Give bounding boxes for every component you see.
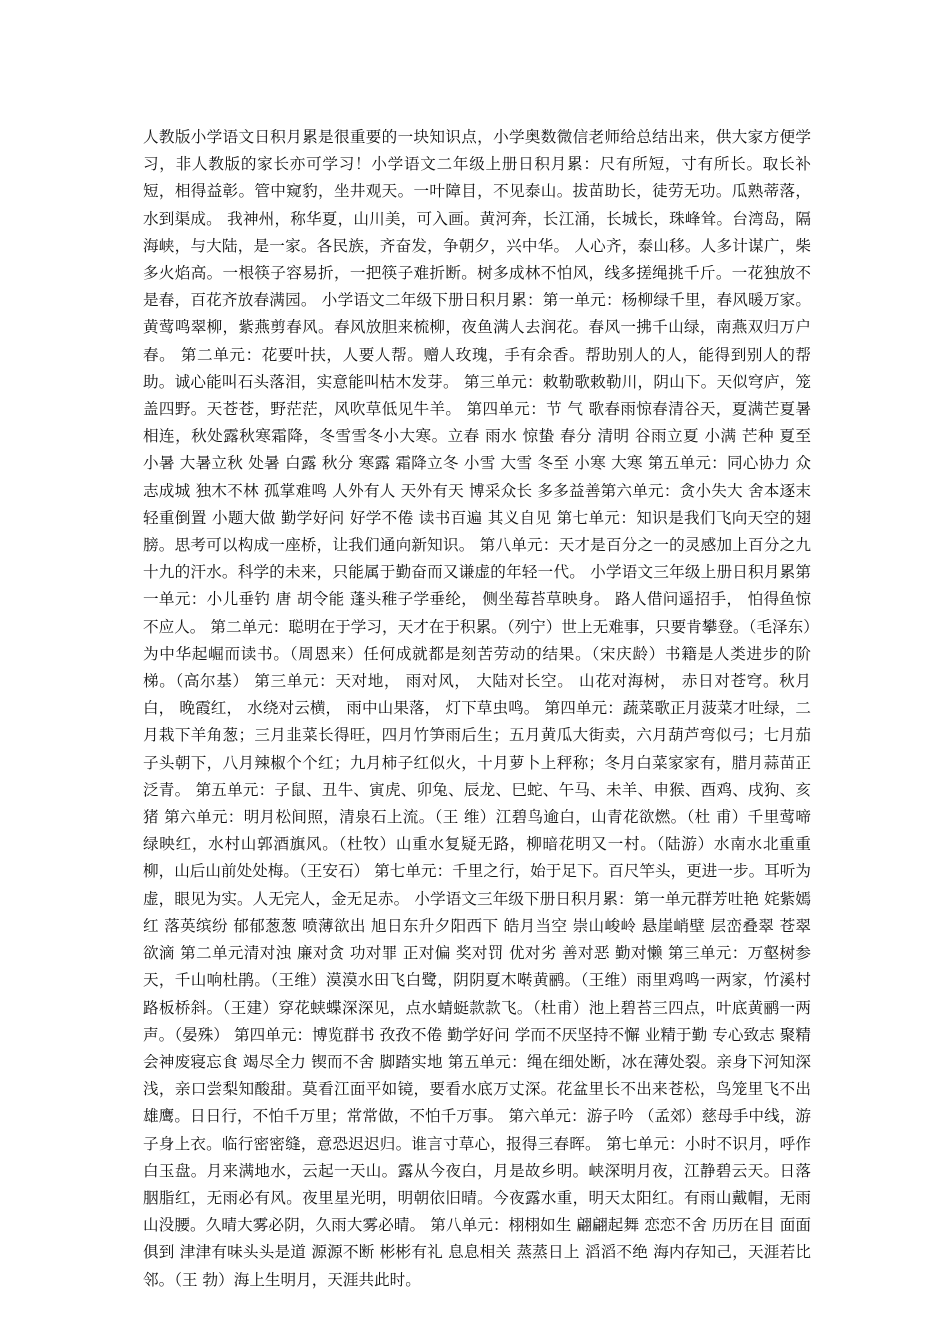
body-paragraph: 人教版小学语文日积月累是很重要的一块知识点，小学奥数微信老师给总结出来，供大家方便学习，非人教版的家长亦可学习！小学语文二年级上册日积月累：尺有所短，寸有所长。取长补短，相得益彰。管中窥豹，坐井观天。一叶障目，不见泰山。拔苗助长，徒劳无功。瓜熟蒂落，水到渠成。 我神州，称华夏，山川美，可入画。黄河奔，长江涌，长城长，珠峰耸。台湾岛，隔海峡，与大陆，是一家。各民族，齐奋发，争朝夕，兴中华。 人心齐，泰山移。人多计谋广，柴多火焰高。一根筷子容易折，一把筷子难折断。树多成林不怕风，线多搓绳挑千斤。一花独放不是春，百花齐放春满园。 小学语文二年级下册日积月累：第一单元：杨柳绿千里，春风暖万家。黄莺鸣翠柳，紫燕剪春风。春风放胆来梳柳，夜鱼满人去润花。春风一拂千山绿，南燕双归万户春。 第二单元：花要叶扶，人要人帮。赠人玫瑰，手有余香。帮助别人的人，能得到别人的帮助。诚心能叫石头落泪，实意能叫枯木发芽。 第三单元：敕勒歌敕勒川，阴山下。天似穹庐，笼盖四野。天苍苍，野茫茫，风吹草低见牛羊。 第四单元：节 气 歌春雨惊春清谷天，夏满芒夏暑相连，秋处露秋寒霜降，冬雪雪冬小大寒。立春 雨水 惊蛰 春分 清明 谷雨立夏 小满 芒种 夏至 小暑 大暑立秋 处暑 白露 秋分 寒露 霜降立冬 小雪 大雪 冬至 小寒 大寒 第五单元：同心协力 众志成城 独木不林 孤掌难鸣 人外有人 天外有天 博采众长 多多益善第六单元：贪小失大 舍本逐末 轻重倒置 小题大做 勤学好问 好学不倦 读书百遍 其义自见 第七单元：知识是我们飞向天空的翅膀。思考可以构成一座桥，让我们通向新知识。 第八单元：天才是百分之一的灵感加上百分之九十九的汗水。科学的未来，只能属于勤奋而又谦虚的年轻一代。 小学语文三年级上册日积月累第一单元：小儿垂钓 唐 胡令能 蓬头稚子学垂纶， 侧坐莓苔草映身。 路人借问遥招手， 怕得鱼惊不应人。 第二单元：聪明在于学习，天才在于积累。（列宁）世上无难事，只要肯攀登。（毛泽东）为中华起崛而读书。（周恩来）任何成就都是刻苦劳动的结果。（宋庆龄）书籍是人类进步的阶梯。（高尔基） 第三单元：天对地， 雨对风， 大陆对长空。 山花对海树， 赤日对苍穹。秋月白， 晚霞红， 水绕对云横， 雨中山果落， 灯下草虫鸣。 第四单元：蔬菜歌正月菠菜才吐绿，二月栽下羊角葱；三月韭菜长得旺，四月竹笋雨后生；五月黄瓜大街卖，六月葫芦弯似弓；七月茄子头朝下，八月辣椒个个红；九月柿子红似火，十月萝卜上秤称；冬月白菜家家有，腊月蒜苗正泛青。 第五单元：子鼠、丑牛、寅虎、卯兔、辰龙、巳蛇、午马、未羊、申猴、酉鸡、戌狗、亥猪 第六单元：明月松间照，清泉石上流。（王 维）江碧鸟逾白，山青花欲燃。（杜 甫）千里莺啼绿映红，水村山郭酒旗风。（杜牧）山重水复疑无路，柳暗花明又一村。（陆游）水南水北重重柳，山后山前处处梅。（王安石） 第七单元：千里之行，始于足下。百尺竿头，更进一步。耳听为虚，眼见为实。人无完人，金无足赤。 小学语文三年级下册日积月累：第一单元群芳吐艳 姹紫嫣红 落英缤纷 郁郁葱葱 喷薄欲出 旭日东升夕阳西下 皓月当空 崇山峻岭 悬崖峭壁 层峦叠翠 苍翠欲滴 第二单元清对浊 廉对贪 功对罪 正对偏 奖对罚 优对劣 善对恶 勤对懒 第三单元：万壑树参天，千山响杜鹃。（王维）漠漠水田飞白鹭，阴阴夏木啭黄鹂。（王维）雨里鸡鸣一两家，竹溪村路板桥斜。（王建）穿花蛱蝶深深见，点水蜻蜓款款飞。（杜甫）池上碧苔三四点，叶底黄鹂一两声。（晏殊） 第四单元：博览群书 孜孜不倦 勤学好问 学而不厌坚持不懈 业精于勤 专心致志 聚精会神废寝忘食 竭尽全力 锲而不舍 脚踏实地 第五单元：绳在细处断，冰在薄处裂。亲身下河知深浅，亲口尝梨知酸甜。莫看江面平如镜，要看水底万丈深。花盆里长不出来苍松，鸟笼里飞不出雄鹰。日日行，不怕千万里；常常做，不怕千万事。 第六单元：游子吟 （孟郊）慈母手中线，游子身上衣。临行密密缝，意恐迟迟归。谁言寸草心，报得三春晖。 第七单元：小时不识月，呼作白玉盘。月来满地水，云起一天山。露从今夜白，月是故乡明。峡深明月夜，江静碧云天。日落胭脂红，无雨必有风。夜里星光明，明朝依旧晴。今夜露水重，明天太阳红。有雨山戴帽，无雨山没腰。久晴大雾必阴，久雨大雾必晴。 第八单元：栩栩如生 翩翩起舞 恋恋不舍 历历在目 面面俱到 津津有味头头是道 源源不断 彬彬有礼 息息相关 蒸蒸日上 滔滔不绝 海内存知己，天涯若比邻。（王 勃）海上生明月，天涯共此时。 xyxy=(143,128,811,1289)
